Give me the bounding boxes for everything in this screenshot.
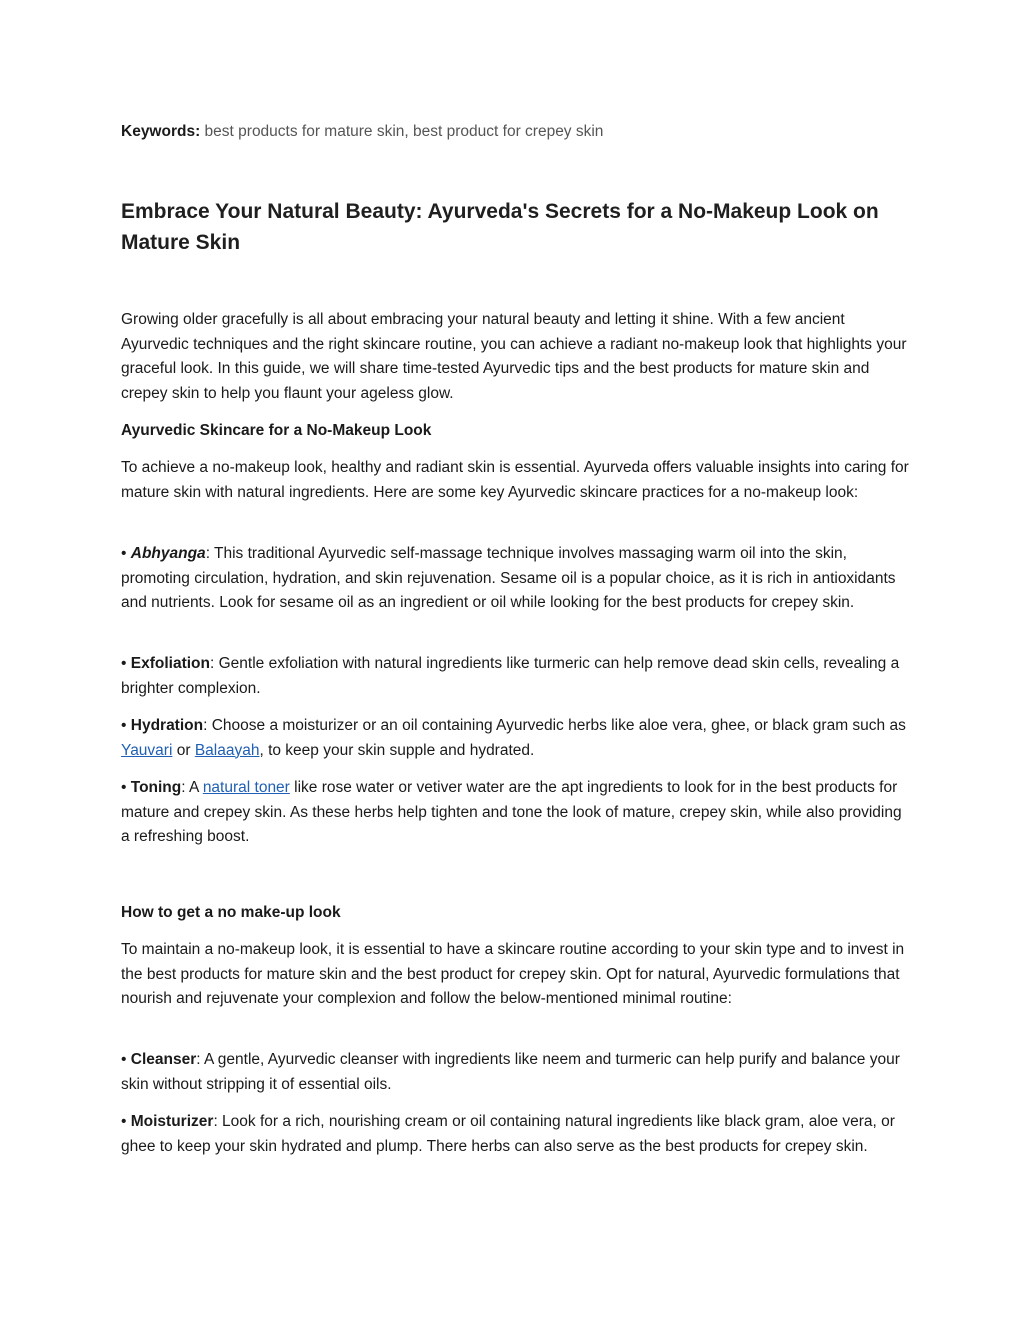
bullet-text-hydration-1: : Choose a moisturizer or an oil containing Ayurvedic herbs like aloe vera, ghee, or black gram such as [203,717,906,734]
balaayah-link[interactable]: Balaayah [194,741,260,759]
bullet-marker: • [121,717,127,734]
bullet-moisturizer [121,1110,911,1159]
bullet-text-toning-2: like rose water or vetiver water are the apt ingredients to look for in the best products for mature and crepey skin. As these herbs help tighten and tone the look of mature, crepey skin, while also providing a refreshing boost. [121,779,902,845]
bullet-text-abhyanga: : This traditional Ayurvedic self-massage technique involves massaging warm oil into the skin, promoting circulation, hydration, and skin rejuvenation. Sesame oil is a popular choice, as it is rich in antioxidants and nutrients. Look for sesame oil as an ingredient or oil while looking for the best products for crepey skin. [121,545,896,611]
keywords-line [121,121,603,143]
bullet-marker: • [121,655,127,672]
yauvari-link[interactable]: Yauvari [121,741,173,759]
bullet-toning [121,776,911,850]
section2-intro: To maintain a no-makeup look, it is essential to have a skincare routine according to your skin type and to invest in the best products for mature skin and the best product for crepey skin. Opt for natural, Ayurvedic formulations that nourish and rejuvenate your complexion and follow the below-mentioned minimal routine: [121,941,905,1007]
bullet-text-exfoliation: : Gentle exfoliation with natural ingredients like turmeric can help remove dead skin cells, revealing a brighter complexion. [121,655,900,697]
bullet-term-cleanser: Cleanser [130,1051,197,1068]
bullet-text-hydration-2: or [172,741,195,759]
bullet-marker: • [121,779,127,796]
bullet-cleanser [121,1048,911,1097]
bullet-term-exfoliation: Exfoliation [130,655,210,672]
bullet-term-hydration: Hydration [130,717,204,734]
section1-heading: Ayurvedic Skincare for a No-Makeup Look [121,422,432,439]
intro-paragraph: Growing older gracefully is all about embracing your natural beauty and letting it shine. With a few ancient Ayurvedic techniques and the right skincare routine, you can achieve a radiant no-makeup look that highlights your graceful look. In this guide, we will share time-tested Ayurvedic tips and the best products for mature skin and crepey skin to help you flaunt your ageless glow. [121,311,907,402]
bullet-marker: • [121,1051,127,1068]
page-title: Embrace Your Natural Beauty: Ayurveda's Secrets for a No-Makeup Look on Mature Skin [121,200,879,254]
bullet-exfoliation [121,652,911,701]
keywords-text: best products for mature skin, best product for crepey skin [200,123,604,140]
bullet-text-cleanser: : A gentle, Ayurvedic cleanser with ingredients like neem and turmeric can help purify and balance your skin without stripping it of essential oils. [121,1051,900,1093]
bullet-term-moisturizer: Moisturizer [130,1113,214,1130]
bullet-term-toning: Toning [130,779,182,796]
bullet-text-toning-1: : A [181,779,203,796]
section1-intro: To achieve a no-makeup look, healthy and radiant skin is essential. Ayurveda offers valuable insights into caring for mature skin with natural ingredients. Here are some key Ayurvedic skincare practices for a no-makeup look: [121,459,909,501]
bullet-hydration [121,714,911,763]
bullet-abhyanga [121,542,911,616]
bullet-marker: • [121,1113,127,1130]
bullet-term-abhyanga: Abhyanga [130,545,206,562]
section2-heading: How to get a no make-up look [121,904,341,921]
keywords-label: Keywords: [121,123,201,140]
bullet-text-moisturizer: : Look for a rich, nourishing cream or oil containing natural ingredients like black gram, aloe vera, or ghee to keep your skin hydrated and plump. There herbs can also serve as the best products for crepey skin. [121,1113,895,1155]
bullet-text-hydration-3: , to keep your skin supple and hydrated. [259,741,535,759]
natural-toner-link[interactable]: natural toner [202,779,290,796]
bullet-marker: • [121,545,127,562]
